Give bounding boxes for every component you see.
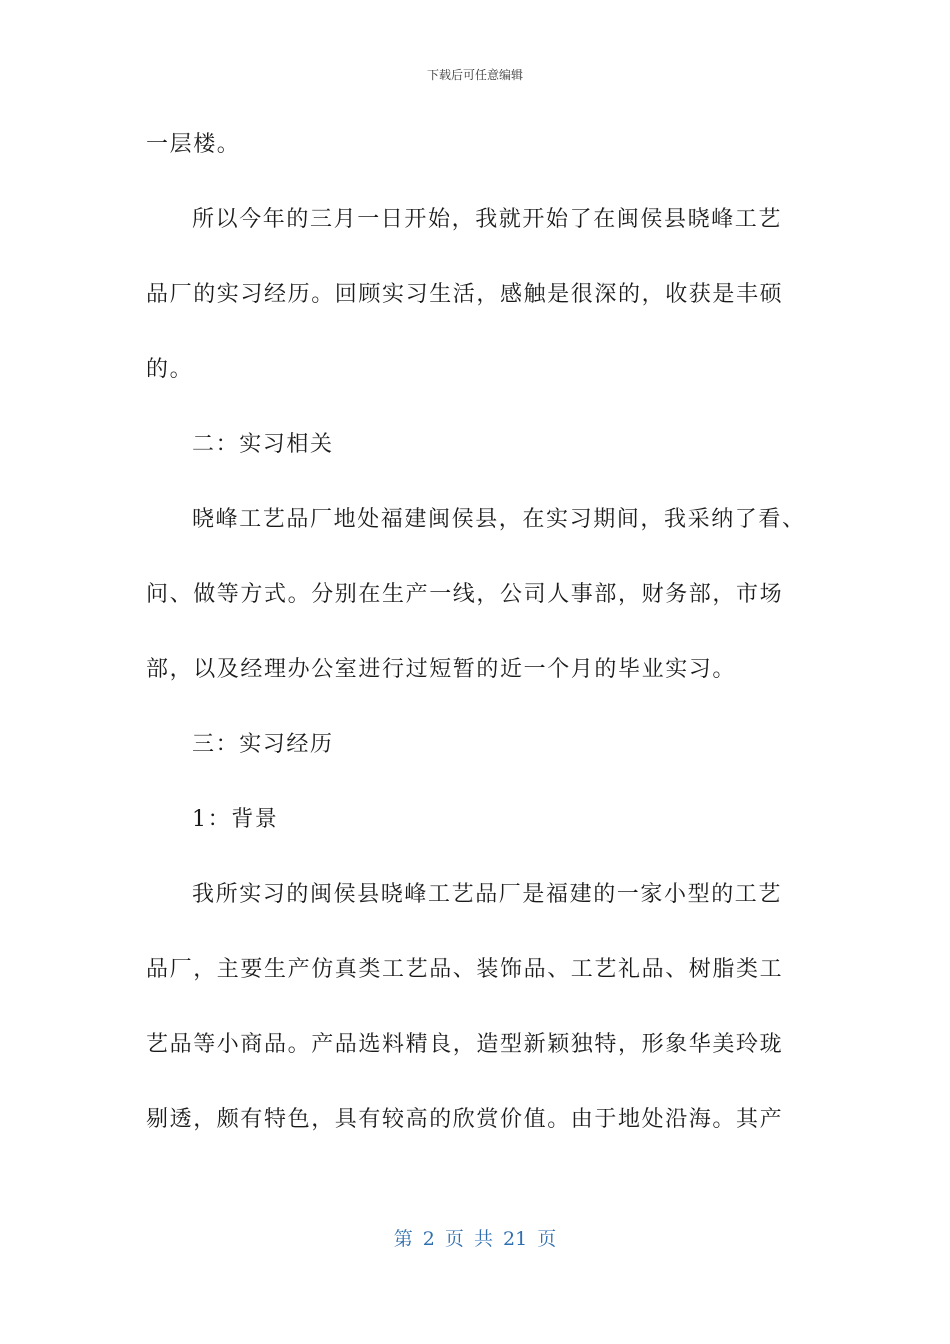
subsection-heading: 1：背景 xyxy=(192,807,279,832)
text-line: 晓峰工艺品厂地处福建闽侯县，在实习期间，我采纳了看、 xyxy=(192,507,806,532)
text-line: 部，以及经理办公室进行过短暂的近一个月的毕业实习。 xyxy=(146,657,737,682)
text-line: 一层楼。 xyxy=(146,132,241,157)
page-header-note: 下载后可任意编辑 xyxy=(426,68,523,82)
document-body xyxy=(146,120,806,1170)
text-line: 我所实习的闽侯县晓峰工艺品厂是福建的一家小型的工艺 xyxy=(192,882,783,907)
text-line: 艺品等小商品。产品选料精良，造型新颖独特，形象华美玲珑 xyxy=(146,1032,784,1057)
section-heading: 二：实习相关 xyxy=(192,432,334,457)
text-line: 的。 xyxy=(146,357,194,382)
text-line: 问、做等方式。分别在生产一线，公司人事部，财务部，市场 xyxy=(146,582,784,607)
page-number: 第 2 页 共 21 页 xyxy=(393,1228,557,1250)
section-heading: 三：实习经历 xyxy=(192,732,334,757)
text-line: 品厂的实习经历。回顾实习生活，感触是很深的，收获是丰硕 xyxy=(146,282,784,307)
text-line: 剔透，颇有特色，具有较高的欣赏价值。由于地处沿海。其产 xyxy=(146,1107,784,1132)
text-line: 所以今年的三月一日开始，我就开始了在闽侯县晓峰工艺 xyxy=(192,207,783,232)
text-line: 品厂，主要生产仿真类工艺品、装饰品、工艺礼品、树脂类工 xyxy=(146,957,784,982)
